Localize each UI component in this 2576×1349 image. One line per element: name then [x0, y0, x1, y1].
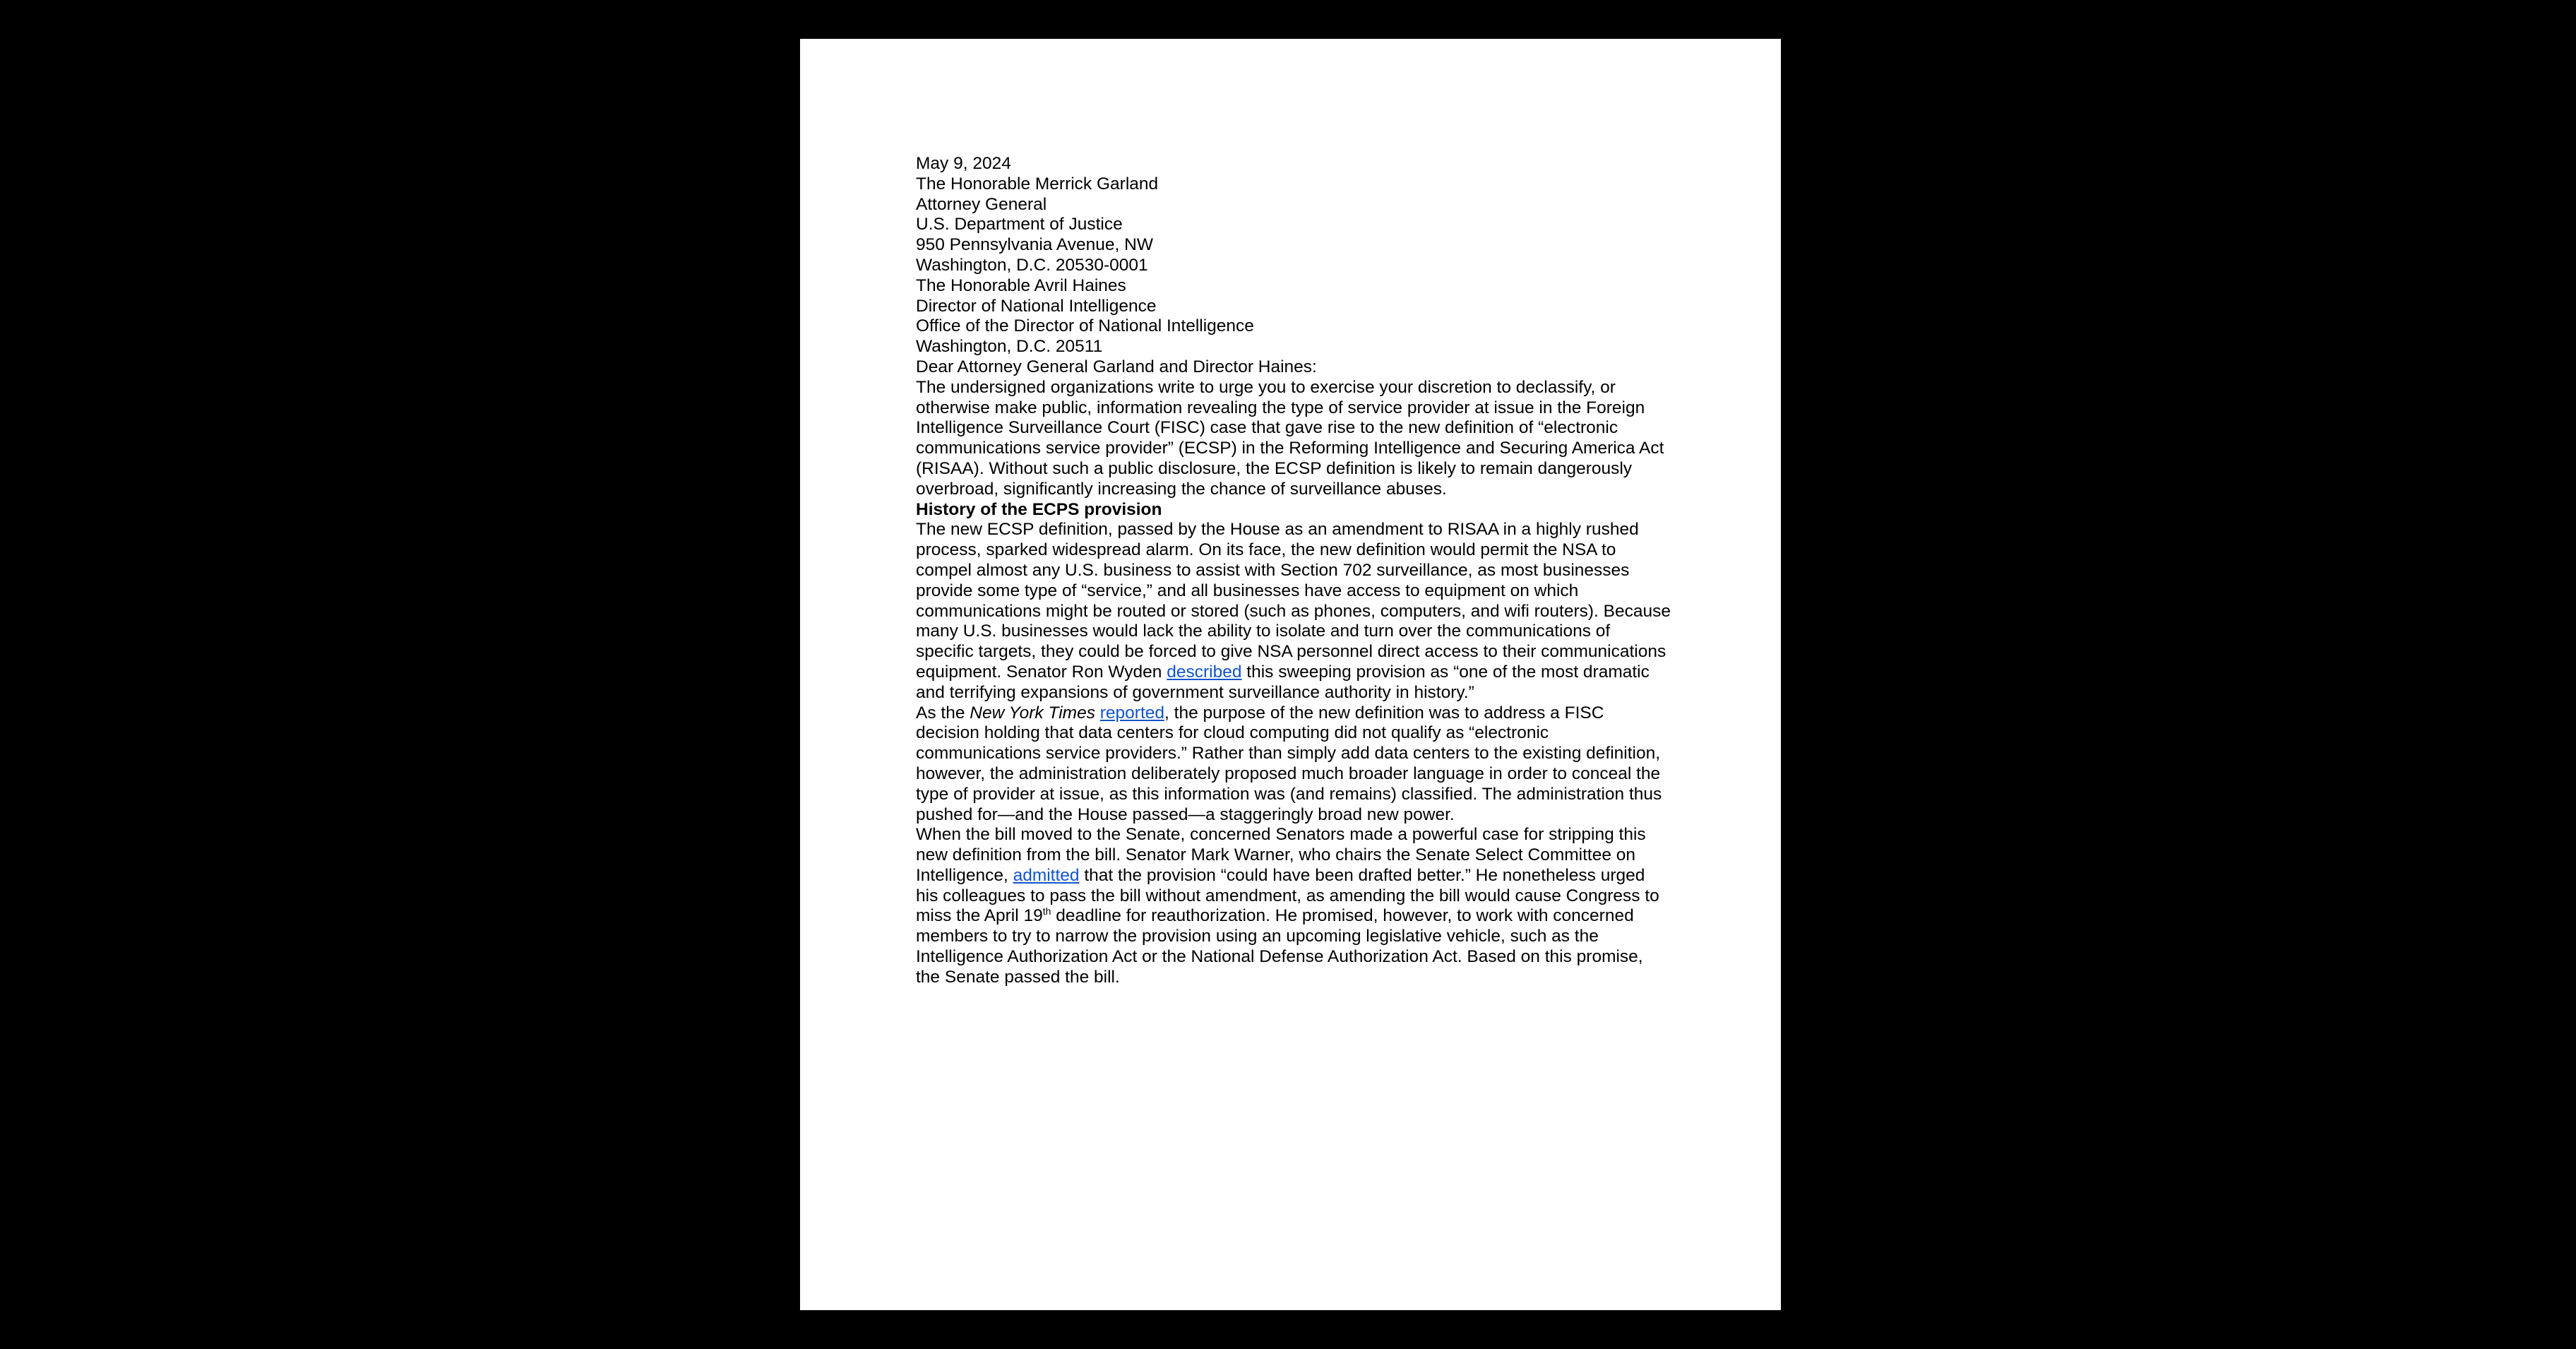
paragraph-text: deadline for reauthorization. He promised, however, to work with concerned members to try to narrow the provision using an upcoming legislative vehicle, such as the Intelligence Authorization Act or the National Defense Authorization Act. Based on this promise, the Senate passed the bill.: [916, 906, 1643, 987]
paragraph-text: [1095, 703, 1100, 723]
described-link[interactable]: described: [1167, 662, 1242, 682]
publication-name: New York Times: [970, 703, 1095, 723]
recipient-address-haines: [916, 276, 1671, 357]
recipient-office: Office of the Director of National Intelligence: [916, 316, 1254, 336]
recipient-city: Washington, D.C. 20511: [916, 337, 1103, 357]
paragraph-text: this sweeping provision as “one of the most dramatic and terrifying expansions of government surveillance authority in history.”: [916, 662, 1650, 702]
reported-link[interactable]: reported: [1099, 703, 1165, 723]
history-paragraph-1: [916, 520, 1671, 703]
section-heading: History of the ECPS provision: [916, 499, 1162, 519]
ordinal-suffix: th: [1042, 905, 1051, 917]
recipient-title: Attorney General: [916, 194, 1047, 214]
letter-body: [916, 154, 1671, 988]
paragraph-text: The new ECSP definition, passed by the House as an amendment to RISAA in a highly rushed process, sparked widespread alarm. On its face, the new definition would permit the NSA to compel almost any U.S. business to assist with Section 702 surveillance, as most businesses provide some type of “service,” and all businesses have access to equipment on which communications might be routed or stored (such as phones, computers, and wifi routers). Because many U.S. businesses would lack the ability to isolate and turn over the communications of specific targets, they could be forced to give NSA personnel direct access to their communications equipment. Senator Ron Wyden: [916, 520, 1671, 682]
paragraph-text: As the: [916, 703, 970, 723]
recipient-street: 950 Pennsylvania Avenue, NW: [916, 235, 1153, 255]
paragraph-text: When the bill moved to the Senate, concerned Senators made a powerful case for stripping this new definition from the bill. Senator Mark Warner, who chairs the Senate Select Committee on Intelligence,: [916, 825, 1646, 885]
recipient-department: U.S. Department of Justice: [916, 215, 1123, 234]
paragraph-text: that the provision “could have been drafted better.” He nonetheless urged his colleagues to pass the bill without amendment, as amending the bill would cause Congress to miss the April 19: [916, 865, 1659, 926]
recipient-city: Washington, D.C. 20530-0001: [916, 255, 1148, 275]
recipient-name: The Honorable Avril Haines: [916, 275, 1126, 295]
history-paragraph-3: [916, 825, 1671, 987]
recipient-address-garland: [916, 174, 1671, 276]
recipient-title: Director of National Intelligence: [916, 296, 1157, 316]
recipient-name: The Honorable Merrick Garland: [916, 174, 1159, 194]
paragraph-text: , the purpose of the new definition was to address a FISC decision holding that data centers for cloud computing did not qualify as “electronic communications service providers.” Rather than simply add data centers to the existing definition, however, the administration deliberately proposed much broader language in order to conceal the type of provider at issue, as this information was (and remains) classified. The administration thus pushed for—and the House passed—a staggeringly broad new power.: [916, 703, 1662, 824]
document-page: [800, 39, 1781, 1310]
admitted-link[interactable]: admitted: [1013, 865, 1080, 885]
salutation: Dear Attorney General Garland and Director Haines:: [916, 357, 1317, 376]
letter-date: May 9, 2024: [916, 154, 1011, 173]
intro-paragraph: The undersigned organizations write to urge you to exercise your discretion to declassify, or otherwise make public, information revealing the type of service provider at issue in the Foreign Intelligence Surveillance Court (FISC) case that gave rise to the new definition of “electronic communications service provider” (ECSP) in the Reforming Intelligence and Securing America Act (RISAA). Without such a public disclosure, the ECSP definition is likely to remain dangerously overbroad, significantly increasing the chance of surveillance abuses.: [916, 377, 1664, 499]
history-paragraph-2: [916, 703, 1671, 826]
